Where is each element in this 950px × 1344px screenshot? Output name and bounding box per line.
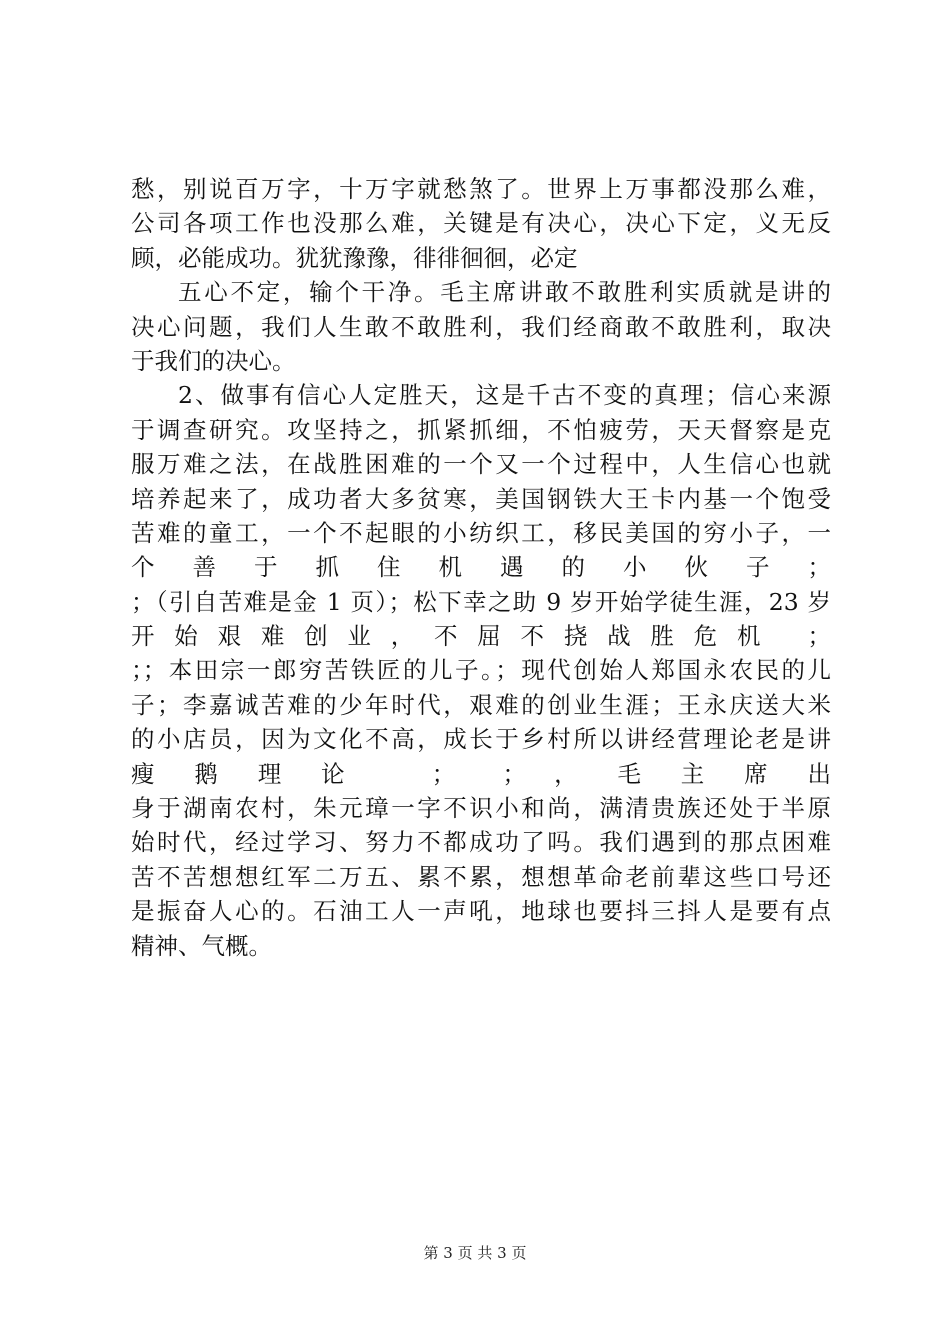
text-line: 培养起来了，成功者大多贫寒，美国钢铁大王卡内基一个饱受 xyxy=(131,484,831,513)
text-line: 公司各项工作也没那么难，关键是有决心，决心下定，义无反 xyxy=(131,209,831,238)
text-line: 身于湖南农村，朱元璋一字不识小和尚，满清贵族还处于半原 xyxy=(131,794,831,823)
text-line: 愁，别说百万字，十万字就愁煞了。世界上万事都没那么难， xyxy=(131,175,831,203)
text-line: 服万难之法，在战胜困难的一个又一个过程中，人生信心也就 xyxy=(131,450,831,479)
text-line: 于我们的决心。 xyxy=(131,346,296,375)
text-line: 苦难的童工，一个不起眼的小纺织工，移民美国的穷小子，一 xyxy=(131,518,831,547)
text-line: 是振奋人心的。石油工人一声吼，地球也要抖三抖人是要有点 xyxy=(131,897,831,926)
text-line: 精神、气概。 xyxy=(131,931,272,960)
text-line: ；；本田宗一郎穷苦铁匠的儿子。；现代创始人郑国永农民的儿 xyxy=(131,656,831,685)
text-line: ；（引自苦难是金 1 页）；松下幸之助 9 岁开始学徒生涯，23 岁 xyxy=(131,587,831,616)
text-line: 子；李嘉诚苦难的少年时代，艰难的创业生涯；王永庆送大米 xyxy=(131,690,831,719)
text-line: 苦不苦想想红军二万五、累不累，想想革命老前辈这些口号还 xyxy=(131,862,831,891)
text-line: 2、做事有信心人定胜天，这是千古不变的真理；信心来源 xyxy=(178,381,831,410)
text-line: 决心问题，我们人生敢不敢胜利，我们经商敢不敢胜利，取决 xyxy=(131,312,831,341)
text-line: 瘦鹅理论 ； ；，毛主席出 xyxy=(131,759,831,788)
text-line: 于调查研究。攻坚持之，抓紧抓细，不怕疲劳，天天督察是克 xyxy=(131,415,831,444)
page-footer: 第 3 页 共 3 页 xyxy=(423,1244,527,1262)
body-text xyxy=(131,172,831,963)
text-line: 开始艰难创业，不屈不挠战胜危机 ； xyxy=(131,622,831,651)
text-line: 的小店员，因为文化不高，成长于乡村所以讲经营理论老是讲 xyxy=(131,725,831,754)
text-line: 个 善 于 抓 住 机 遇 的 小 伙 子 ； xyxy=(131,553,831,582)
text-line: 五心不定，输个干净。毛主席讲敢不敢胜利实质就是讲的 xyxy=(178,278,831,307)
text-line: 始时代，经过学习、努力不都成功了吗。我们遇到的那点困难 xyxy=(131,828,831,857)
text-line: 顾，必能成功。犹犹豫豫，徘徘徊徊，必定 xyxy=(131,243,578,272)
